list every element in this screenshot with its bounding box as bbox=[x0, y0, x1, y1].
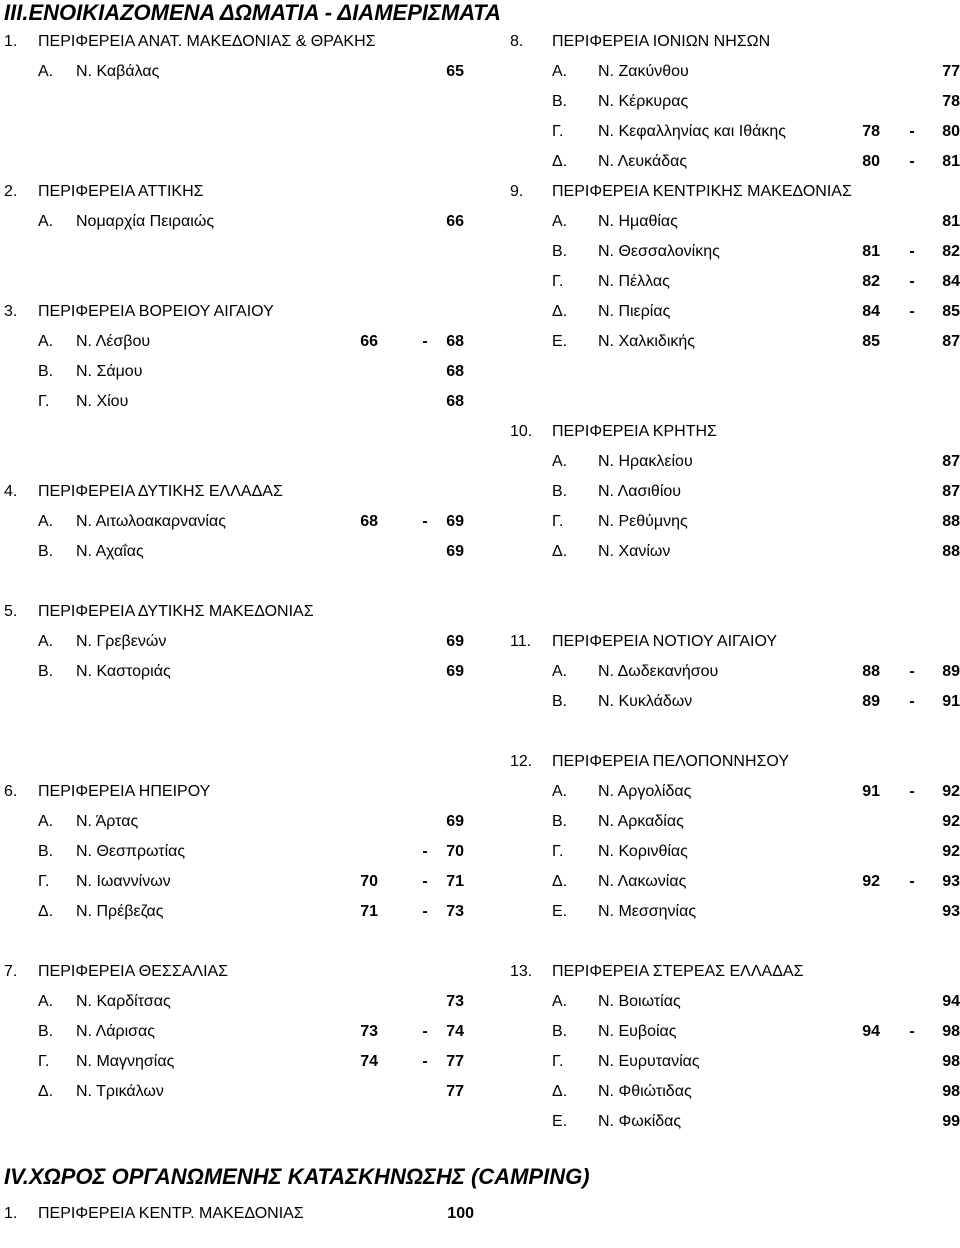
prefecture-name: Ν. Πιερίας bbox=[598, 303, 671, 320]
page-range-dash: - bbox=[909, 663, 915, 680]
page-to: 98 bbox=[942, 1023, 960, 1040]
item-letter: Β. bbox=[552, 483, 568, 500]
item-letter: Δ. bbox=[552, 543, 568, 560]
page-from: 92 bbox=[862, 873, 880, 890]
page-from: 68 bbox=[360, 513, 378, 530]
page-to: 80 bbox=[942, 123, 960, 140]
item-letter: Δ. bbox=[552, 1083, 568, 1100]
item-letter: Γ. bbox=[552, 843, 564, 860]
page-range-dash: - bbox=[909, 123, 915, 140]
region-number: 11. bbox=[510, 633, 532, 650]
page-range-dash: - bbox=[909, 153, 915, 170]
prefecture-name: Ν. Λέσβου bbox=[76, 333, 151, 350]
prefecture-name: Ν. Αργολίδας bbox=[598, 783, 692, 800]
page-to: 68 bbox=[446, 393, 464, 410]
region-number: 2. bbox=[4, 183, 18, 200]
item-letter: Α. bbox=[552, 63, 568, 80]
page-to: 70 bbox=[446, 843, 464, 860]
item-letter: Β. bbox=[38, 1023, 54, 1040]
region-number: 10. bbox=[510, 423, 533, 440]
region-name: ΠΕΡΙΦΕΡΕΙΑ ΚΕΝΤΡ. ΜΑΚΕΔΟΝΙΑΣ bbox=[38, 1205, 304, 1222]
page-to: 100 bbox=[447, 1205, 474, 1222]
item-letter: Δ. bbox=[38, 903, 54, 920]
page-from: 73 bbox=[360, 1023, 378, 1040]
prefecture-name: Ν. Ημαθίας bbox=[598, 213, 678, 230]
page-from: 78 bbox=[862, 123, 880, 140]
prefecture-name: Ν. Αρκαδίας bbox=[598, 813, 684, 830]
prefecture-name: Ν. Φθιώτιδας bbox=[598, 1083, 692, 1100]
page-to: 73 bbox=[446, 993, 464, 1010]
page-to: 94 bbox=[942, 993, 960, 1010]
page-to: 88 bbox=[942, 543, 960, 560]
prefecture-name: Ν. Ιωαννίνων bbox=[76, 873, 171, 890]
page-to: 87 bbox=[942, 483, 960, 500]
prefecture-name: Ν. Χαλκιδικής bbox=[598, 333, 695, 350]
item-letter: Γ. bbox=[552, 513, 564, 530]
page-from: 71 bbox=[360, 903, 378, 920]
item-letter: Δ. bbox=[552, 873, 568, 890]
item-letter: Α. bbox=[38, 813, 54, 830]
item-letter: Α. bbox=[38, 333, 54, 350]
item-letter: Α. bbox=[38, 633, 54, 650]
page-to: 71 bbox=[446, 873, 464, 890]
item-letter: Β. bbox=[38, 363, 54, 380]
page-to: 66 bbox=[446, 213, 464, 230]
region-name: ΠΕΡΙΦΕΡΕΙΑ ΑΤΤΙΚΗΣ bbox=[38, 183, 204, 200]
page-range-dash: - bbox=[909, 273, 915, 290]
item-letter: Ε. bbox=[552, 333, 568, 350]
page-to: 98 bbox=[942, 1083, 960, 1100]
region-number: 3. bbox=[4, 303, 18, 320]
page-from: 80 bbox=[862, 153, 880, 170]
item-letter: Α. bbox=[38, 213, 54, 230]
prefecture-name: Ν. Βοιωτίας bbox=[598, 993, 681, 1010]
region-name: ΠΕΡΙΦΕΡΕΙΑ ΔΥΤΙΚΗΣ ΕΛΛΑΔΑΣ bbox=[38, 483, 283, 500]
region-name: ΠΕΡΙΦΕΡΕΙΑ ΝΟΤΙΟΥ ΑΙΓΑΙΟΥ bbox=[552, 633, 778, 650]
prefecture-name: Ν. Ρεθύμνης bbox=[598, 513, 688, 530]
prefecture-name: Ν. Καστοριάς bbox=[76, 663, 171, 680]
prefecture-name: Ν. Κέρκυρας bbox=[598, 93, 689, 110]
page-to: 99 bbox=[942, 1113, 960, 1130]
prefecture-name: Ν. Πέλλας bbox=[598, 273, 670, 290]
section-title-camping: IV.ΧΩΡΟΣ ΟΡΓΑΝΩΜΕΝΗΣ ΚΑΤΑΣΚΗΝΩΣΗΣ (CAMPING) bbox=[4, 1164, 590, 1189]
page-range-dash: - bbox=[422, 513, 428, 530]
item-letter: Ε. bbox=[552, 1113, 568, 1130]
page-to: 73 bbox=[446, 903, 464, 920]
item-letter: Γ. bbox=[552, 123, 564, 140]
region-number: 1. bbox=[4, 1205, 18, 1222]
prefecture-name: Ν. Λευκάδας bbox=[598, 153, 688, 170]
item-letter: Δ. bbox=[38, 1083, 54, 1100]
prefecture-name: Ν. Χανίων bbox=[598, 543, 671, 560]
prefecture-name: Ν. Σάμου bbox=[76, 363, 143, 380]
prefecture-name: Ν. Φωκίδας bbox=[598, 1113, 682, 1130]
item-letter: Β. bbox=[38, 543, 54, 560]
prefecture-name: Ν. Ευρυτανίας bbox=[598, 1053, 700, 1070]
page-from: 84 bbox=[862, 303, 880, 320]
prefecture-name: Ν. Κορινθίας bbox=[598, 843, 688, 860]
prefecture-name: Ν. Ηρακλείου bbox=[598, 453, 693, 470]
prefecture-name: Ν. Κυκλάδων bbox=[598, 693, 693, 710]
page-from: 88 bbox=[862, 663, 880, 680]
page-range-dash: - bbox=[422, 1023, 428, 1040]
prefecture-name: Ν. Άρτας bbox=[76, 813, 139, 830]
page-range-dash: - bbox=[909, 693, 915, 710]
page-range-dash: - bbox=[422, 873, 428, 890]
page-to: 65 bbox=[446, 63, 464, 80]
page-range-dash: - bbox=[422, 903, 428, 920]
prefecture-name: Ν. Λάρισας bbox=[76, 1023, 155, 1040]
item-letter: Α. bbox=[38, 993, 54, 1010]
page-from: 81 bbox=[862, 243, 880, 260]
page-range-dash: - bbox=[909, 1023, 915, 1040]
region-number: 12. bbox=[510, 753, 533, 770]
prefecture-name: Ν. Λασιθίου bbox=[598, 483, 682, 500]
item-letter: Β. bbox=[552, 813, 568, 830]
item-letter: Β. bbox=[552, 693, 568, 710]
region-name: ΠΕΡΙΦΕΡΕΙΑ ΣΤΕΡΕΑΣ ΕΛΛΑΔΑΣ bbox=[552, 963, 804, 980]
region-number: 1. bbox=[4, 33, 18, 50]
prefecture-name: Ν. Πρέβεζας bbox=[76, 903, 164, 920]
region-name: ΠΕΡΙΦΕΡΕΙΑ ΚΕΝΤΡΙΚΗΣ ΜΑΚΕΔΟΝΙΑΣ bbox=[552, 183, 852, 200]
page-from: 89 bbox=[862, 693, 880, 710]
page-to: 92 bbox=[942, 813, 960, 830]
item-letter: Γ. bbox=[552, 1053, 564, 1070]
page-to: 77 bbox=[446, 1053, 464, 1070]
page-from: 74 bbox=[360, 1053, 378, 1070]
page-from: 94 bbox=[862, 1023, 880, 1040]
page-range-dash: - bbox=[909, 873, 915, 890]
item-letter: Α. bbox=[552, 453, 568, 470]
page-to: 77 bbox=[446, 1083, 464, 1100]
prefecture-name: Νομαρχία Πειραιώς bbox=[76, 213, 215, 230]
page-to: 89 bbox=[942, 663, 960, 680]
page-to: 81 bbox=[942, 213, 960, 230]
page-to: 82 bbox=[942, 243, 960, 260]
page-to: 87 bbox=[942, 333, 960, 350]
page-from: 82 bbox=[862, 273, 880, 290]
prefecture-name: Ν. Γρεβενών bbox=[76, 633, 167, 650]
item-letter: Β. bbox=[552, 93, 568, 110]
prefecture-name: Ν. Μεσσηνίας bbox=[598, 903, 697, 920]
page-to: 69 bbox=[446, 633, 464, 650]
prefecture-name: Ν. Θεσσαλονίκης bbox=[598, 243, 720, 260]
item-letter: Α. bbox=[552, 993, 568, 1010]
page-to: 77 bbox=[942, 63, 960, 80]
prefecture-name: Ν. Τρικάλων bbox=[76, 1083, 164, 1100]
region-name: ΠΕΡΙΦΕΡΕΙΑ ΚΡΗΤΗΣ bbox=[552, 423, 717, 440]
region-number: 7. bbox=[4, 963, 18, 980]
region-name: ΠΕΡΙΦΕΡΕΙΑ ΗΠΕΙΡΟΥ bbox=[38, 783, 211, 800]
region-number: 8. bbox=[510, 33, 524, 50]
item-letter: Γ. bbox=[552, 273, 564, 290]
item-letter: Β. bbox=[38, 663, 54, 680]
page-to: 81 bbox=[942, 153, 960, 170]
region-number: 9. bbox=[510, 183, 524, 200]
page-range-dash: - bbox=[909, 783, 915, 800]
region-number: 4. bbox=[4, 483, 18, 500]
page-range-dash: - bbox=[422, 333, 428, 350]
item-letter: Δ. bbox=[552, 303, 568, 320]
prefecture-name: Ν. Καρδίτσας bbox=[76, 993, 171, 1010]
item-letter: Α. bbox=[38, 513, 54, 530]
item-letter: Δ. bbox=[552, 153, 568, 170]
page-to: 85 bbox=[942, 303, 960, 320]
item-letter: Α. bbox=[38, 63, 54, 80]
prefecture-name: Ν. Καβάλας bbox=[76, 63, 160, 80]
page-range-dash: - bbox=[909, 243, 915, 260]
page-from: 70 bbox=[360, 873, 378, 890]
page-to: 68 bbox=[446, 363, 464, 380]
page-to: 69 bbox=[446, 543, 464, 560]
prefecture-name: Ν. Αχαΐας bbox=[76, 543, 144, 560]
page-range-dash: - bbox=[909, 303, 915, 320]
page-to: 93 bbox=[942, 903, 960, 920]
page-from: 91 bbox=[862, 783, 880, 800]
page-from: 66 bbox=[360, 333, 378, 350]
page-to: 69 bbox=[446, 513, 464, 530]
prefecture-name: Ν. Αιτωλοακαρνανίας bbox=[76, 513, 226, 530]
page-to: 93 bbox=[942, 873, 960, 890]
region-number: 5. bbox=[4, 603, 18, 620]
item-letter: Α. bbox=[552, 783, 568, 800]
item-letter: Β. bbox=[38, 843, 54, 860]
region-name: ΠΕΡΙΦΕΡΕΙΑ ΘΕΣΣΑΛΙΑΣ bbox=[38, 963, 229, 980]
prefecture-name: Ν. Λακωνίας bbox=[598, 873, 687, 890]
page-to: 68 bbox=[446, 333, 464, 350]
prefecture-name: Ν. Ζακύνθου bbox=[598, 63, 689, 80]
prefecture-name: Ν. Κεφαλληνίας και Ιθάκης bbox=[598, 123, 786, 140]
page-to: 87 bbox=[942, 453, 960, 470]
item-letter: Γ. bbox=[38, 1053, 50, 1070]
item-letter: Γ. bbox=[38, 873, 50, 890]
prefecture-name: Ν. Χίου bbox=[76, 393, 129, 410]
page-to: 98 bbox=[942, 1053, 960, 1070]
region-name: ΠΕΡΙΦΕΡΕΙΑ ΒΟΡΕΙΟΥ ΑΙΓΑΙΟΥ bbox=[38, 303, 274, 320]
page-to: 69 bbox=[446, 813, 464, 830]
prefecture-name: Ν. Ευβοίας bbox=[598, 1023, 677, 1040]
region-number: 6. bbox=[4, 783, 18, 800]
page-to: 92 bbox=[942, 843, 960, 860]
prefecture-name: Ν. Μαγνησίας bbox=[76, 1053, 175, 1070]
item-letter: Γ. bbox=[38, 393, 50, 410]
page-to: 69 bbox=[446, 663, 464, 680]
item-letter: Ε. bbox=[552, 903, 568, 920]
region-name: ΠΕΡΙΦΕΡΕΙΑ ΑΝΑΤ. ΜΑΚΕΔΟΝΙΑΣ & ΘΡΑΚΗΣ bbox=[38, 33, 376, 50]
region-name: ΠΕΡΙΦΕΡΕΙΑ ΔΥΤΙΚΗΣ ΜΑΚΕΔΟΝΙΑΣ bbox=[38, 603, 314, 620]
page-range-dash: - bbox=[422, 1053, 428, 1070]
page-to: 74 bbox=[446, 1023, 464, 1040]
region-name: ΠΕΡΙΦΕΡΕΙΑ ΙΟΝΙΩΝ ΝΗΣΩΝ bbox=[552, 33, 771, 50]
page-to: 78 bbox=[942, 93, 960, 110]
region-number: 13. bbox=[510, 963, 533, 980]
region-name: ΠΕΡΙΦΕΡΕΙΑ ΠΕΛΟΠΟΝΝΗΣΟΥ bbox=[552, 753, 789, 770]
item-letter: Β. bbox=[552, 1023, 568, 1040]
item-letter: Α. bbox=[552, 213, 568, 230]
prefecture-name: Ν. Θεσπρωτίας bbox=[76, 843, 186, 860]
page-to: 91 bbox=[942, 693, 960, 710]
item-letter: Α. bbox=[552, 663, 568, 680]
page-to: 84 bbox=[942, 273, 960, 290]
section-title-rooms: III.ΕΝΟΙΚΙΑΖΟΜΕΝΑ ΔΩΜΑΤΙΑ - ΔΙΑΜΕΡΙΣΜΑΤΑ bbox=[4, 0, 501, 25]
page-from: 85 bbox=[862, 333, 880, 350]
item-letter: Β. bbox=[552, 243, 568, 260]
page-to: 92 bbox=[942, 783, 960, 800]
page-range-dash: - bbox=[422, 843, 428, 860]
prefecture-name: Ν. Δωδεκανήσου bbox=[598, 663, 719, 680]
page-to: 88 bbox=[942, 513, 960, 530]
